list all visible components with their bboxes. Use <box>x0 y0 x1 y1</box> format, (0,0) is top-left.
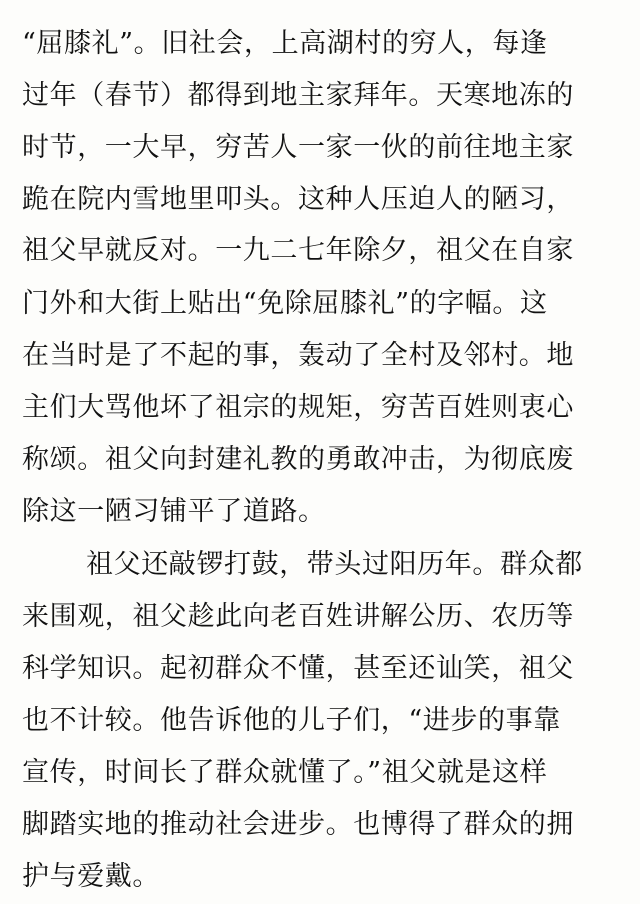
text-line: 科学知识。起初群众不懂，甚至还讪笑，祖父 <box>22 653 574 684</box>
text-line: 门外和大街上贴出“免除屈膝礼”的字幅。这 <box>22 288 548 319</box>
text-line: “屈膝礼”。旧社会，上高湖村的穷人，每逢 <box>22 28 548 59</box>
text-line: 祖父还敲锣打鼓，带头过阳历年。群众都 <box>86 549 583 580</box>
text-line: 来围观，祖父趁此向老百姓讲解公历、农历等 <box>22 601 574 632</box>
text-line: 也不计较。他告诉他的儿子们，“进步的事靠 <box>22 705 561 736</box>
text-line: 称颂。祖父向封建礼教的勇敢冲击，为彻底废 <box>22 444 574 475</box>
text-line: 在当时是了不起的事，轰动了全村及邻村。地 <box>22 340 574 371</box>
text-line: 脚踏实地的推动社会进步。也博得了群众的拥 <box>22 809 574 840</box>
text-line: 跪在院内雪地里叩头。这种人压迫人的陋习， <box>22 184 574 215</box>
text-line: 除这一陋习铺平了道路。 <box>22 496 326 527</box>
text-line: 过年（春节）都得到地主家拜年。天寒地冻的 <box>22 80 574 111</box>
text-line: 祖父早就反对。一九二七年除夕，祖父在自家 <box>22 235 574 266</box>
text-line: 主们大骂他坏了祖宗的规矩，穷苦百姓则衷心 <box>22 392 574 423</box>
text-line: 时节，一大早，穷苦人一家一伙的前往地主家 <box>22 132 574 163</box>
text-line: 护与爱戴。 <box>22 861 160 892</box>
text-line: 宣传，时间长了群众就懂了。”祖父就是这样 <box>22 757 548 788</box>
